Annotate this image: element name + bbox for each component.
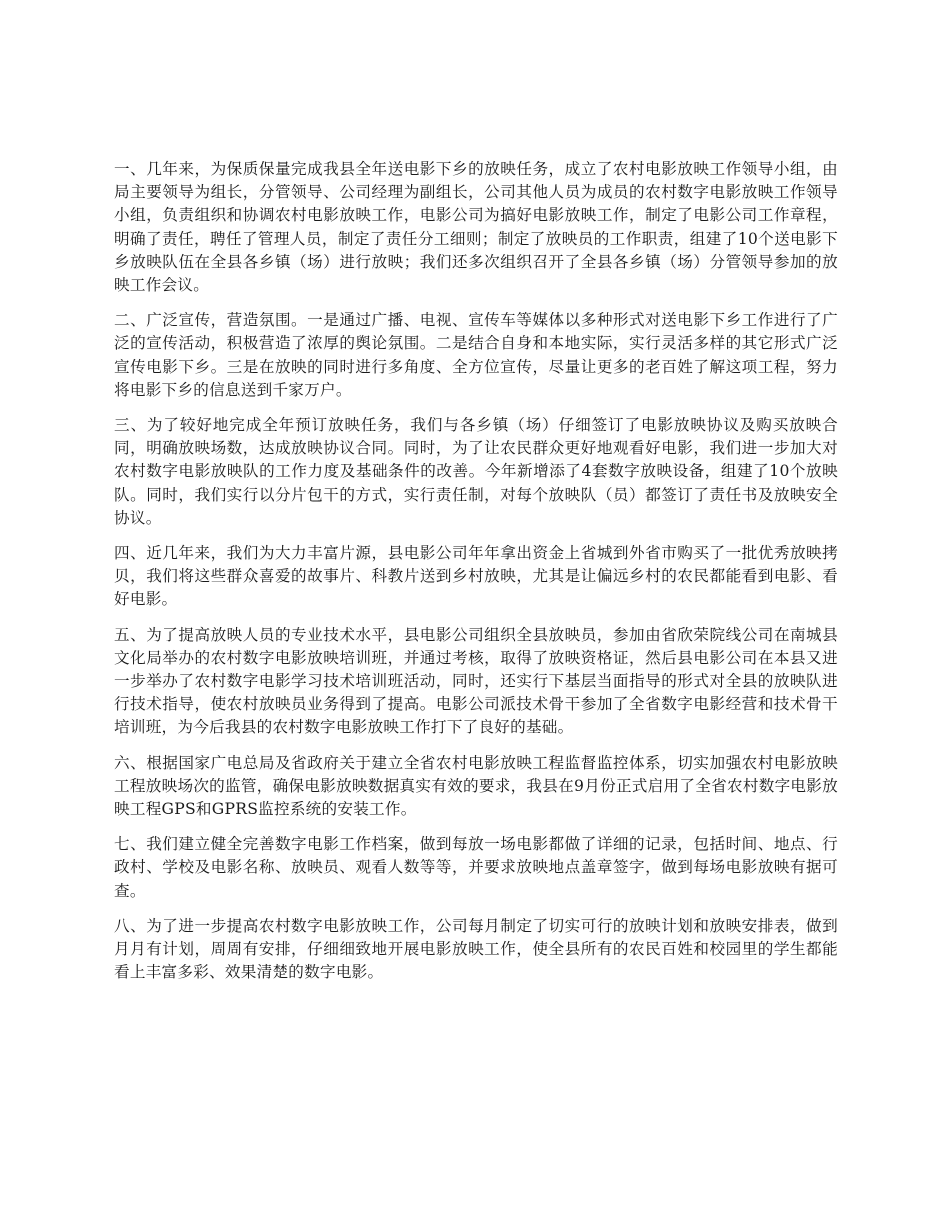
paragraph-3: 三、为了较好地完成全年预订放映任务，我们与各乡镇（场）仔细签订了电影放映协议及购买放映合同，明确放映场数，达成放映协议合同。同时，为了让农民群众更好地观看好电影，我们进一步加大对农村数字电影放映队的工作力度及基础条件的改善。今年新增添了4套数字放映设备，组建了10个放映队。同时，我们实行以分片包干的方式，实行责任制，对每个放映队（员）都签订了责任书及放映安全协议。	[114, 416, 838, 527]
paragraph-7: 七、我们建立健全完善数字电影工作档案，做到每放一场电影都做了详细的记录，包括时间、地点、行政村、学校及电影名称、放映员、观看人数等等，并要求放映地点盖章签字，做到每场电影放映有据可查。	[114, 835, 838, 900]
paragraph-5: 五、为了提高放映人员的专业技术水平，县电影公司组织全县放映员，参加由省欣荣院线公司在南城县文化局举办的农村数字电影放映培训班，并通过考核，取得了放映资格证，然后县电影公司在本县又进一步举办了农村数字电影学习技术培训班活动，同时，还实行下基层当面指导的形式对全县的放映队进行技术指导，使农村放映员业务得到了提高。电影公司派技术骨干参加了全省数字电影经营和技术骨干培训班，为今后我县的农村数字电影放映工作打下了良好的基础。	[114, 625, 838, 737]
paragraph-8: 八、为了进一步提高农村数字电影放映工作，公司每月制定了切实可行的放映计划和放映安排表，做到月月有计划，周周有安排，仔细细致地开展电影放映工作，使全县所有的农民百姓和校园里的学生都能看上丰富多彩、效果清楚的数字电影。	[114, 916, 838, 982]
paragraph-6: 六、根据国家广电总局及省政府关于建立全省农村电影放映工程监督监控体系，切实加强农村电影放映工程放映场次的监管，确保电影放映数据真实有效的要求，我县在9月份正式启用了全省农村数字电影放映工程GPS和GPRS监控系统的安装工作。	[114, 753, 838, 819]
paragraph-4: 四、近几年来，我们为大力丰富片源，县电影公司年年拿出资金上省城到外省市购买了一批优秀放映拷贝，我们将这些群众喜爱的故事片、科教片送到乡村放映，尤其是让偏远乡村的农民都能看到电影、看好电影。	[114, 544, 838, 609]
document-body	[114, 158, 838, 997]
paragraph-1: 一、几年来，为保质保量完成我县全年送电影下乡的放映任务，成立了农村电影放映工作领导小组，由局主要领导为组长，分管领导、公司经理为副组长，公司其他人员为成员的农村数字电影放映工作领导小组，负责组织和协调农村电影放映工作，电影公司为搞好电影放映工作，制定了电影公司工作章程，明确了责任，聘任了管理人员，制定了责任分工细则；制定了放映员的工作职责，组建了10个送电影下乡放映队伍在全县各乡镇（场）进行放映；我们还多次组织召开了全县各乡镇（场）分管领导参加的放映工作会议。	[114, 160, 838, 295]
paragraph-2: 二、广泛宣传，营造氛围。一是通过广播、电视、宣传车等媒体以多种形式对送电影下乡工作进行了广泛的宣传活动，积极营造了浓厚的舆论氛围。二是结合自身和本地实际，实行灵活多样的其它形式广泛宣传电影下乡。三是在放映的同时进行多角度、全方位宣传，尽量让更多的老百姓了解这项工程，努力将电影下乡的信息送到千家万户。	[114, 311, 838, 399]
